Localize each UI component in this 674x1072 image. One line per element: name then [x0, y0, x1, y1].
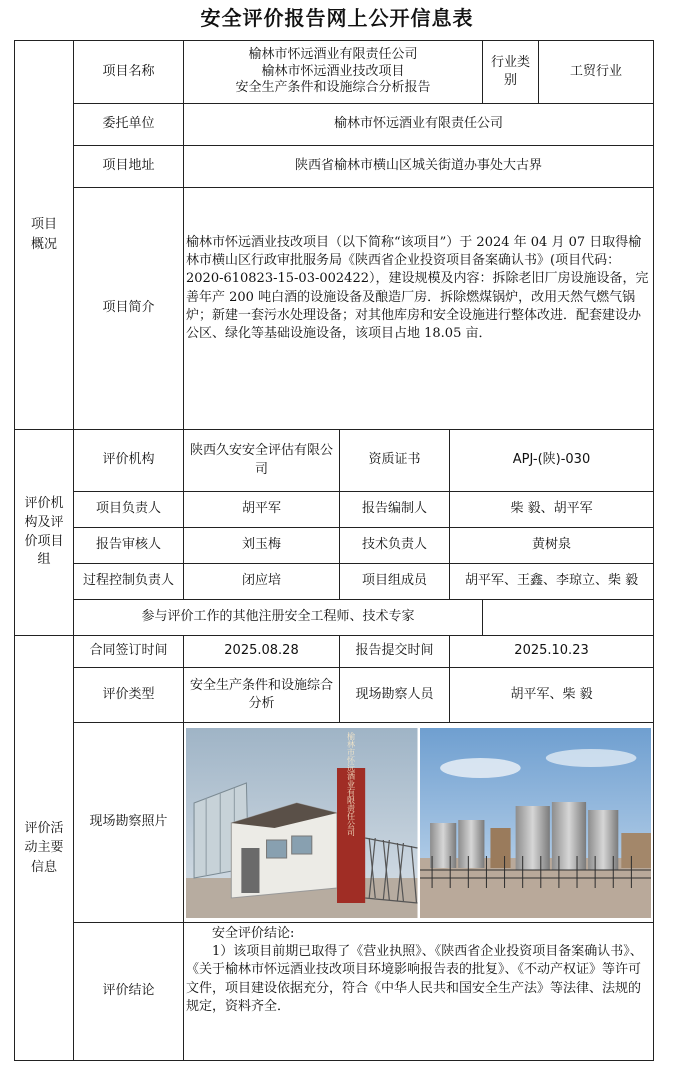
submit-label: 报告提交时间	[340, 636, 450, 668]
project-name-label: 项目名称	[74, 41, 184, 104]
leader-label: 项目负责人	[74, 492, 184, 528]
section-agency-label: 评价机 构及评 价项目 组	[24, 495, 64, 568]
conclusion-cell	[184, 923, 654, 1061]
cert-label: 资质证书	[340, 430, 450, 492]
cert-value: APJ-(陕)-030	[450, 430, 654, 492]
address-value: 陕西省榆林市横山区城关街道办事处大古界	[184, 146, 654, 188]
process-label: 过程控制负责人	[74, 564, 184, 600]
surveyor-label: 现场勘察人员	[340, 668, 450, 723]
type-label: 评价类型	[74, 668, 184, 723]
submit-value: 2025.10.23	[450, 636, 654, 668]
intro-label: 项目简介	[74, 188, 184, 430]
site-photo-left	[186, 728, 418, 918]
project-name-line-2: 榆林市怀远酒业技改项目	[261, 63, 405, 79]
org-label: 评价机构	[74, 430, 184, 492]
surveyor-value: 胡平军、柴 毅	[450, 668, 654, 723]
site-photos	[186, 728, 651, 918]
photo-cell	[184, 723, 654, 923]
reviewer-value: 刘玉梅	[184, 528, 340, 564]
section-overview-label: 项目 概况	[30, 216, 57, 252]
type-value: 安全生产条件和设施综合分析	[184, 668, 340, 723]
project-name-line-3: 安全生产条件和设施综合分析报告	[235, 80, 431, 96]
author-label: 报告编制人	[340, 492, 450, 528]
project-name-value	[184, 41, 483, 104]
section-activity	[15, 636, 74, 1061]
members-label: 项目组成员	[340, 564, 450, 600]
conclusion-head: 安全评价结论:	[212, 926, 295, 941]
conclusion-label: 评价结论	[74, 923, 184, 1061]
others-label: 参与评价工作的其他注册安全工程师、技术专家	[74, 600, 483, 636]
sign-text: 榆林市怀远酒业有限责任公司	[346, 731, 356, 836]
others-value	[483, 600, 654, 636]
conclusion-text: 1）该项目前期已取得了《营业执照》、《陕西省企业投资项目备案确认书》、《关于榆林市怀远酒业技改项目环境影响报告表的批复》、《不动产权证》等许可文件，项目建设依据充分，符合《中华人民共和国安全生产法》等法律、法规的规定，资料齐全．	[186, 944, 643, 1014]
tech-value: 黄树泉	[450, 528, 654, 564]
intro-text: 榆林市怀远酒业技改项目（以下简称“该项目”）于 2024 年 04 月 07 日取得榆林市横山区行政审批服务局《陕西省企业投资项目备案确认书》(项目代码：2020-610823-15-03-002422），建设规模及内容：拆除老旧厂房设施设备，完善年产 200 吨白酒的设施设备及酿造厂房．拆除燃煤锅炉，改用天然气燃气锅炉；新建一套污水处理设备；对其他库房和安全设施进行整体改进．配套建设办公区、绿化等基础设施设备，该项目占地 18.05 亩．	[184, 188, 654, 430]
contract-value: 2025.08.28	[184, 636, 340, 668]
process-value: 闭应培	[184, 564, 340, 600]
info-table	[14, 40, 654, 1061]
industry-label: 行业类别	[483, 41, 539, 104]
client-value: 榆林市怀远酒业有限责任公司	[184, 104, 654, 146]
org-value: 陕西久安安全评估有限公司	[184, 430, 340, 492]
address-label: 项目地址	[74, 146, 184, 188]
members-value: 胡平军、王鑫、李琼立、柴 毅	[450, 564, 654, 600]
leader-value: 胡平军	[184, 492, 340, 528]
author-value: 柴 毅、胡平军	[450, 492, 654, 528]
contract-label: 合同签订时间	[74, 636, 184, 668]
client-label: 委托单位	[74, 104, 184, 146]
tech-label: 技术负责人	[340, 528, 450, 564]
industry-value: 工贸行业	[539, 41, 654, 104]
page-title: 安全评价报告网上公开信息表	[200, 6, 474, 30]
reviewer-label: 报告审核人	[74, 528, 184, 564]
project-name-line-1: 榆林市怀远酒业有限责任公司	[248, 46, 418, 62]
site-photo-right	[420, 728, 652, 918]
photo-label: 现场勘察照片	[74, 723, 184, 923]
section-activity-label: 评价活 动主要 信息	[24, 820, 64, 875]
section-agency	[15, 430, 74, 636]
section-overview	[15, 41, 74, 430]
